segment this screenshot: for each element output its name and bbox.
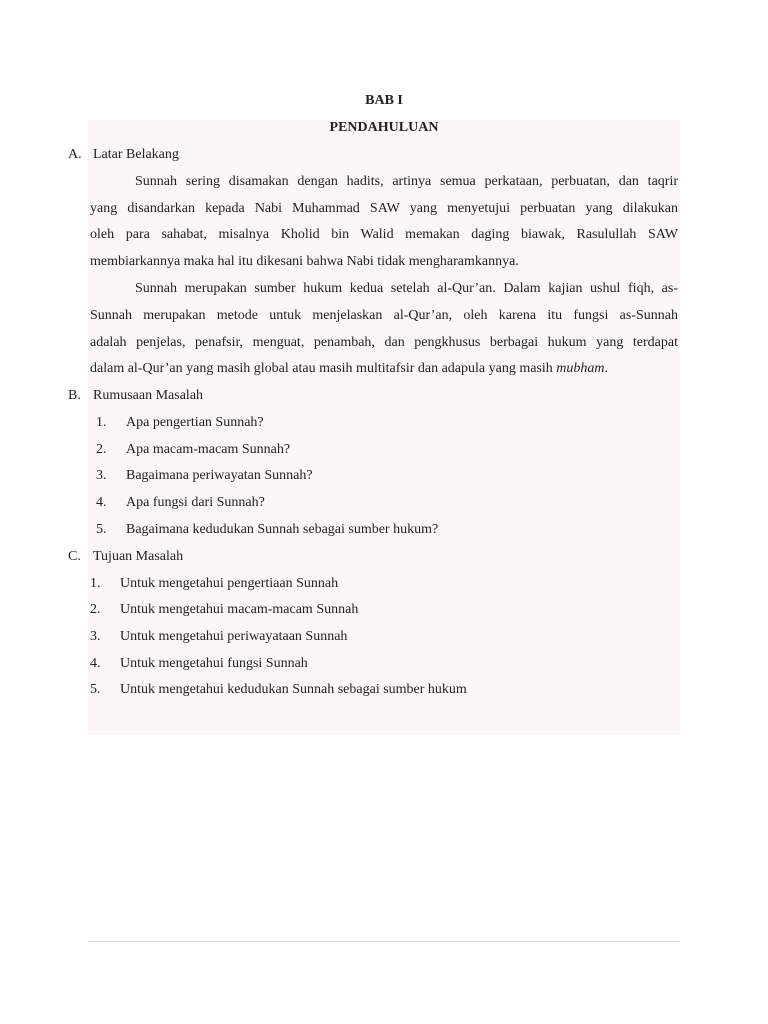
paragraph-1-line-2: yang disandarkan kepada Nabi Muhammad SAW yang menyetujui perbuatan yang dilakukan <box>90 201 678 216</box>
paragraph-1-line-1: Sunnah sering disamakan dengan hadits, artinya semua perkataan, perbuatan, dan taqrir <box>135 174 678 189</box>
list-item-text: Untuk mengetahui fungsi Sunnah <box>120 656 308 671</box>
italic-term: mubham <box>556 361 605 376</box>
list-item-number: 3. <box>96 468 107 483</box>
list-item-number: 3. <box>90 629 101 644</box>
list-item-number: 4. <box>90 656 101 671</box>
section-a-title: Latar Belakang <box>93 147 179 162</box>
list-item-number: 1. <box>90 576 101 591</box>
list-item-number: 5. <box>96 522 107 537</box>
list-item-number: 5. <box>90 682 101 697</box>
paragraph-2-line-3: adalah penjelas, penafsir, menguat, penambah, dan pengkhusus berbagai hukum yang terdapat <box>90 335 678 350</box>
paragraph-2-line-2: Sunnah merupakan metode untuk menjelaskan al-Qur’an, oleh karena itu fungsi as-Sunnah <box>90 308 678 323</box>
paragraph-1-line-3: oleh para sahabat, misalnya Kholid bin Walid memakan daging biawak, Rasulullah SAW <box>90 227 678 242</box>
list-item-number: 2. <box>96 442 107 457</box>
list-item-text: Apa macam-macam Sunnah? <box>126 442 291 457</box>
list-item-number: 1. <box>96 415 107 430</box>
list-item-number: 4. <box>96 495 107 510</box>
list-item-text: Untuk mengetahui periwayataan Sunnah <box>120 629 348 644</box>
list-item-text: Apa fungsi dari Sunnah? <box>126 495 265 510</box>
section-c-title: Tujuan Masalah <box>93 549 184 564</box>
section-b-marker: B. <box>68 388 81 403</box>
list-item-text: Apa pengertian Sunnah? <box>126 415 264 430</box>
list-item-text: Untuk mengetahui pengertiaan Sunnah <box>120 576 339 591</box>
section-b-title: Rumusaan Masalah <box>93 388 204 403</box>
list-item-number: 2. <box>90 602 101 617</box>
chapter-title: PENDAHULUAN <box>329 120 439 135</box>
paragraph-2-line-4 <box>90 360 608 378</box>
list-item-text: Bagaimana periwayatan Sunnah? <box>126 468 313 483</box>
list-item-text: Untuk mengetahui macam-macam Sunnah <box>120 602 359 617</box>
paragraph-2-line-1: Sunnah merupakan sumber hukum kedua setelah al-Qur’an. Dalam kajian ushul fiqh, as- <box>135 281 678 296</box>
page-divider <box>88 941 680 942</box>
chapter-number: BAB I <box>365 93 403 108</box>
list-item-text: Bagaimana kedudukan Sunnah sebagai sumber hukum? <box>126 522 439 537</box>
section-c-marker: C. <box>68 549 81 564</box>
paragraph-1-line-4: membiarkannya maka hal itu dikesani bahwa Nabi tidak mengharamkannya. <box>90 254 519 269</box>
list-item-text: Untuk mengetahui kedudukan Sunnah sebagai sumber hukum <box>120 682 467 697</box>
paragraph-2-line-4-text: dalam al-Qur’an yang masih global atau masih multitafsir dan adapula yang masih <box>90 361 557 376</box>
section-a-marker: A. <box>68 147 82 162</box>
paragraph-2-end: . <box>604 361 609 376</box>
